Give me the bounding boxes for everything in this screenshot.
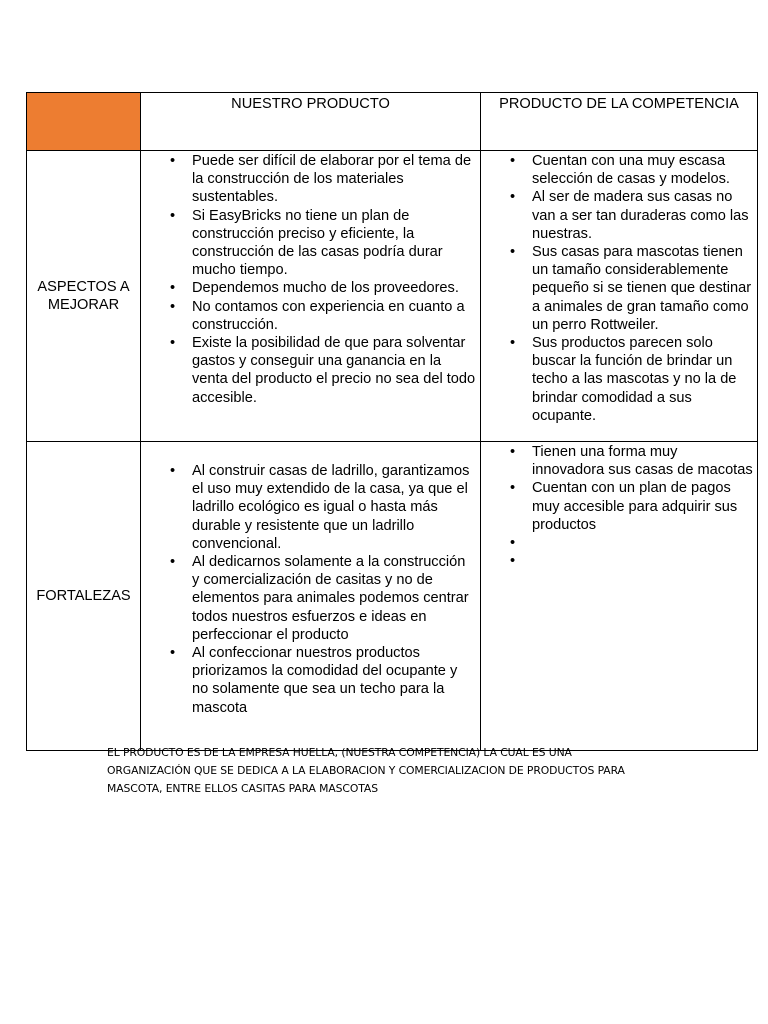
bullet-list: [481, 443, 757, 570]
list-item: • Cuentan con una muy escasa selección de casas y modelos.: [532, 152, 753, 188]
table-row: [27, 442, 758, 751]
header-competitor-product: PRODUCTO DE LA COMPETENCIA: [481, 93, 758, 151]
bullet-list: [481, 152, 757, 425]
list-item-empty: [532, 552, 753, 570]
list-item: • Al construir casas de ladrillo, garantizamos el uso muy extendido de la casa, ya que el ladrillo ecológico es igual o hasta más durable y resistente que un ladrillo convencional.: [192, 462, 476, 553]
note-line: ORGANIZACIÓN QUE SE DEDICA A LA ELABORACION Y COMERCIALIZACION DE PRODUCTOS PARA: [107, 764, 625, 777]
comparison-table: [26, 92, 758, 751]
list-item: • Cuentan con un plan de pagos muy accesible para adquirir sus productos: [532, 479, 753, 534]
cell-competitor-improvements: [481, 151, 758, 442]
list-item: • Si EasyBricks no tiene un plan de construcción preciso y eficiente, la construcción de las casas podría durar mucho tiempo.: [192, 207, 476, 280]
list-item: • Puede ser difícil de elaborar por el tema de la construcción de los materiales sustentables.: [192, 152, 476, 207]
list-item: • Tienen una forma muy innovadora sus casas de macotas: [532, 443, 753, 479]
list-item-empty: [532, 534, 753, 552]
list-item: • Al dedicarnos solamente a la construcción y comercialización de casitas y no de elementos para animales podemos centrar todos nuestros esfuerzos e ideas en perfeccionar el producto: [192, 553, 476, 644]
row-label-aspectos-a-mejorar: ASPECTOS A MEJORAR: [27, 151, 141, 442]
list-item: • Al confeccionar nuestros productos priorizamos la comodidad del ocupante y no solamente que sea un techo para la mascota: [192, 644, 476, 717]
cell-competitor-strengths: [481, 442, 758, 751]
list-item: • Sus casas para mascotas tienen un tamaño considerablemente pequeño si se tienen que destinar a animales de gran tamaño como un perro Rottweiler.: [532, 243, 753, 334]
corner-cell: [27, 93, 141, 151]
list-item: • Al ser de madera sus casas no van a ser tan duraderas como las nuestras.: [532, 188, 753, 243]
list-item: • No contamos con experiencia en cuanto a construcción.: [192, 298, 476, 334]
table-row: [27, 151, 758, 442]
note-line: MASCOTA, ENTRE ELLOS CASITAS PARA MASCOTAS: [107, 782, 378, 795]
table-header-row: [27, 93, 758, 151]
list-item: • Sus productos parecen solo buscar la función de brindar un techo a las mascotas y no la de brindar comodidad a sus ocupante.: [532, 334, 753, 425]
bullet-list: [141, 462, 480, 717]
cell-our-strengths: [141, 442, 481, 751]
list-item: • Dependemos mucho de los proveedores.: [192, 279, 476, 297]
cell-our-improvements: [141, 151, 481, 442]
competitor-note: [107, 744, 687, 798]
list-item: • Existe la posibilidad de que para solventar gastos y conseguir una ganancia en la venta del producto el precio no sea del todo accesible.: [192, 334, 476, 407]
header-our-product: NUESTRO PRODUCTO: [141, 93, 481, 151]
note-line: EL PRODUCTO ES DE LA EMPRESA HUELLA, (NUESTRA COMPETENCIA) LA CUAL ES UNA: [107, 746, 572, 759]
bullet-list: [141, 152, 480, 407]
row-label-fortalezas: FORTALEZAS: [27, 442, 141, 751]
